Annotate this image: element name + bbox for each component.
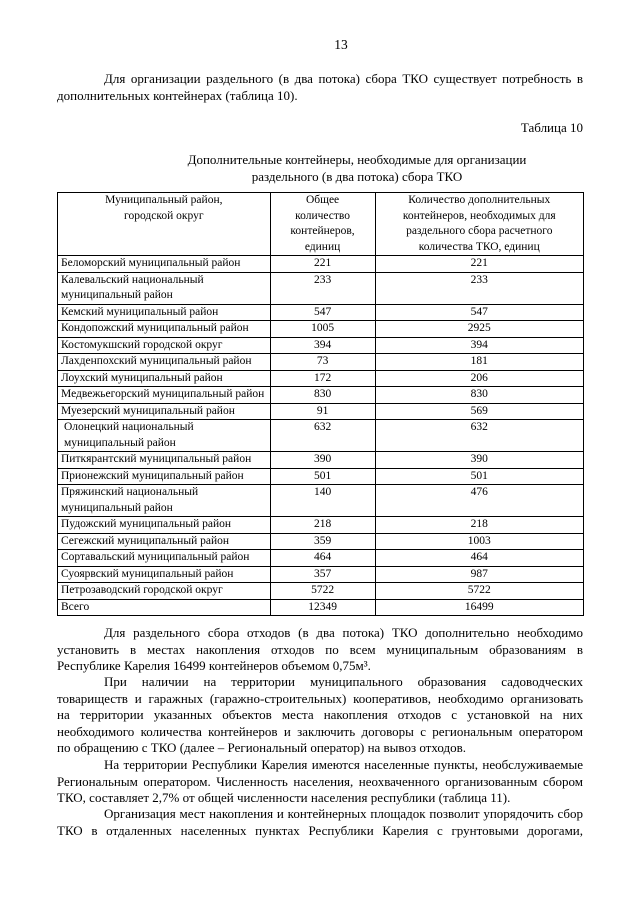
table-row xyxy=(58,370,584,387)
text-line: дополнительных контейнерах (таблица 10). xyxy=(57,87,298,103)
table-row xyxy=(58,304,584,321)
cell-additional: 987 xyxy=(375,566,583,583)
table-row xyxy=(58,550,584,567)
table-row xyxy=(58,256,584,273)
cell-district: Лахденпохский муниципальный район xyxy=(58,354,271,371)
cell-district: Беломорский муниципальный район xyxy=(58,256,271,273)
cell-district: Медвежьегорский муниципальный район xyxy=(58,387,271,404)
cell-additional: 218 xyxy=(375,517,583,534)
cell-additional: 206 xyxy=(375,370,583,387)
cell-additional: 464 xyxy=(375,550,583,567)
text-line: по обращению с ТКО (далее – Региональный оператор) на вывоз отходов. xyxy=(57,740,466,755)
text-line: Организация мест накопления и контейнерных площадок позволит упорядочить сбор xyxy=(104,806,583,821)
table-row xyxy=(58,354,584,371)
text-line: На территории Республики Карелия имеются населенные пункты, необслуживаемые xyxy=(104,757,583,772)
cell-district: Прионежский муниципальный район xyxy=(58,468,271,485)
cell-additional: 5722 xyxy=(375,583,583,600)
cell-district: Суоярвский муниципальный район xyxy=(58,566,271,583)
cell-total: 501 xyxy=(270,468,375,485)
cell-total: 221 xyxy=(270,256,375,273)
table-row xyxy=(58,321,584,338)
table-title xyxy=(57,152,640,185)
cell-total: 91 xyxy=(270,403,375,420)
header-district: Муниципальный район, городской округ xyxy=(58,193,271,256)
cell-total: 359 xyxy=(270,533,375,550)
cell-additional: 1003 xyxy=(375,533,583,550)
cell-total: 547 xyxy=(270,304,375,321)
cell-additional: 2925 xyxy=(375,321,583,338)
intro-paragraph xyxy=(57,71,583,104)
table-header-row xyxy=(58,193,584,256)
cell-total: 357 xyxy=(270,566,375,583)
cell-total: 394 xyxy=(270,337,375,354)
cell-additional: 394 xyxy=(375,337,583,354)
text-line: Для организации раздельного (в два потока) сбора ТКО существует потребность в xyxy=(104,71,583,86)
body-paragraph xyxy=(57,674,583,757)
table-row xyxy=(58,533,584,550)
cell-additional: 547 xyxy=(375,304,583,321)
table-row xyxy=(58,387,584,404)
body-paragraph xyxy=(57,625,583,675)
table-row xyxy=(58,485,584,517)
table-row xyxy=(58,468,584,485)
text-line: установить в местах накопления отходов по всем муниципальным образованиям в xyxy=(57,641,583,657)
text-line: Республике Карелия 16499 контейнеров объемом 0,75м³. xyxy=(57,658,371,673)
table-row xyxy=(58,583,584,600)
header-additional: Количество дополнительных контейнеров, необходимых для раздельного сбора расчетного количества ТКО, единиц xyxy=(375,193,583,256)
table-row xyxy=(58,566,584,583)
text-line: Для раздельного сбора отходов (в два потока) ТКО дополнительно необходимо xyxy=(104,625,583,640)
table-title-line: Дополнительные контейнеры, необходимые для организации xyxy=(187,152,527,167)
cell-total: 830 xyxy=(270,387,375,404)
cell-district: Калевальский национальный муниципальный район xyxy=(58,272,271,304)
cell-additional: 632 xyxy=(375,420,583,452)
cell-district: Питкярантский муниципальный район xyxy=(58,452,271,469)
cell-additional: 476 xyxy=(375,485,583,517)
table-row xyxy=(58,599,584,616)
cell-district: Муезерский муниципальный район xyxy=(58,403,271,420)
cell-additional: 569 xyxy=(375,403,583,420)
table-row xyxy=(58,403,584,420)
header-total: Общее количество контейнеров, единиц xyxy=(270,193,375,256)
cell-district: Пудожский муниципальный район xyxy=(58,517,271,534)
cell-district: Кемский муниципальный район xyxy=(58,304,271,321)
table-title-line: раздельного (в два потока) сбора ТКО xyxy=(251,168,463,184)
cell-district: Костомукшский городской округ xyxy=(58,337,271,354)
cell-district: Сортавальский муниципальный район xyxy=(58,550,271,567)
table-row xyxy=(58,272,584,304)
cell-additional: 16499 xyxy=(375,599,583,616)
cell-total: 172 xyxy=(270,370,375,387)
cell-total: 233 xyxy=(270,272,375,304)
table-label: Таблица 10 xyxy=(520,120,583,135)
cell-total: 218 xyxy=(270,517,375,534)
cell-district: Пряжинский национальный муниципальный район xyxy=(58,485,271,517)
table-row xyxy=(58,517,584,534)
cell-district: Олонецкий национальный муниципальный район xyxy=(58,420,271,452)
text-line: Региональным оператором. Численность населения, неохваченного организованным сбором xyxy=(57,773,583,789)
cell-total: 5722 xyxy=(270,583,375,600)
cell-district: Сегежский муниципальный район xyxy=(58,533,271,550)
table-row xyxy=(58,337,584,354)
cell-additional: 181 xyxy=(375,354,583,371)
cell-additional: 830 xyxy=(375,387,583,404)
containers-table xyxy=(57,192,584,616)
cell-additional: 501 xyxy=(375,468,583,485)
text-line: При наличии на территории муниципального образования садоводческих xyxy=(104,674,583,689)
cell-district: Лоухский муниципальный район xyxy=(58,370,271,387)
body-paragraph xyxy=(57,806,583,839)
cell-additional: 233 xyxy=(375,272,583,304)
text-line: необходимого количества контейнеров и заключить договоры с региональным оператором xyxy=(57,723,583,739)
page-number: 13 xyxy=(334,37,348,52)
cell-total: 12349 xyxy=(270,599,375,616)
cell-total: 632 xyxy=(270,420,375,452)
text-line: ТКО в отдаленных населенных пунктах Республики Карелия с грунтовыми дорогами, xyxy=(57,822,583,838)
cell-additional: 390 xyxy=(375,452,583,469)
text-line: на территории указанных объектов места накопления отходов с установкой на них xyxy=(57,707,583,722)
table-row xyxy=(58,420,584,452)
cell-total: 1005 xyxy=(270,321,375,338)
body-paragraph xyxy=(57,757,583,807)
text-line: ТКО, составляет 2,7% от общей численности населения республики (таблица 11). xyxy=(57,790,511,805)
table-row xyxy=(58,452,584,469)
cell-district: Всего xyxy=(58,599,271,616)
cell-district: Петрозаводский городской округ xyxy=(58,583,271,600)
cell-total: 140 xyxy=(270,485,375,517)
text-line: товариществ и гаражных (гаражно-строительных) кооперативов, необходимо организовать xyxy=(57,690,583,706)
cell-total: 464 xyxy=(270,550,375,567)
cell-total: 390 xyxy=(270,452,375,469)
cell-total: 73 xyxy=(270,354,375,371)
cell-additional: 221 xyxy=(375,256,583,273)
cell-district: Кондопожский муниципальный район xyxy=(58,321,271,338)
